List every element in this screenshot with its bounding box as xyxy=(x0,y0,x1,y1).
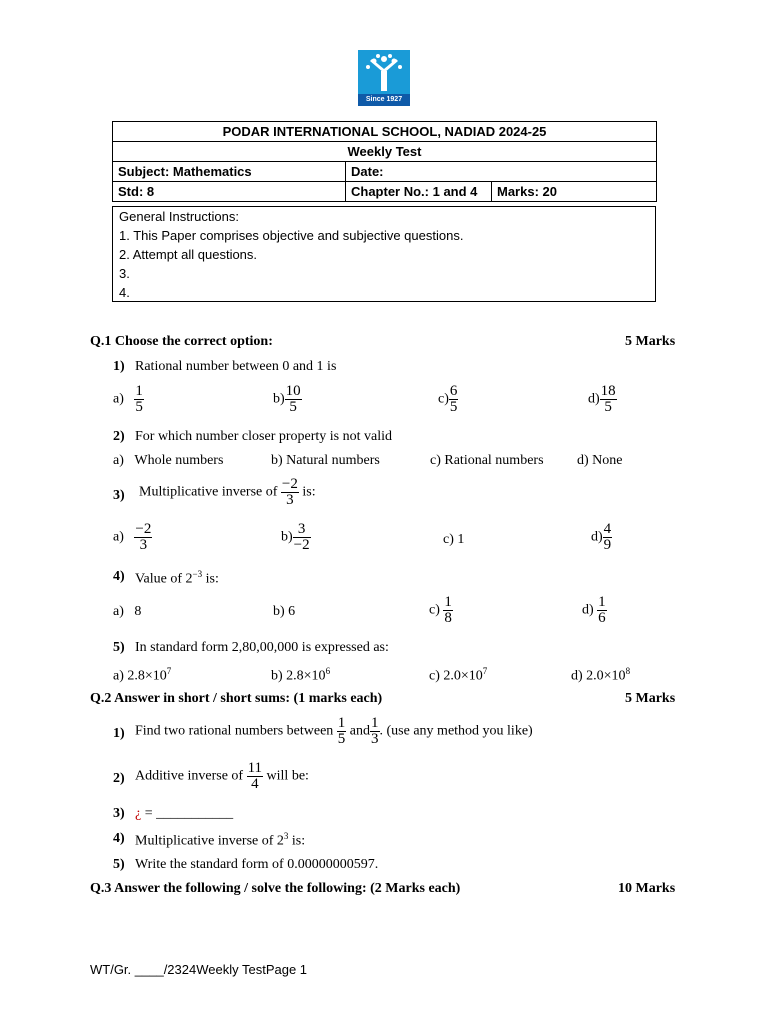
option-a: a) Whole numbers xyxy=(113,453,224,468)
date-cell: Date: xyxy=(346,162,657,182)
question-text: For which number closer property is not valid xyxy=(135,429,393,444)
question-text: Find two rational numbers between $\frac{1}{5}$ and $\frac{1}{3}$ . (use any method you like) xyxy=(135,715,533,747)
question-number: 3) xyxy=(113,806,125,821)
q1-title: Q.1 Choose the correct option: xyxy=(90,334,273,349)
question-text: ¿ = ___________ xyxy=(135,806,234,821)
question-text: Write the standard form of 0.00000000597. xyxy=(135,857,379,872)
question-number: 5) xyxy=(113,640,125,655)
option-b: b) $\frac{10}{5}$ xyxy=(273,383,301,415)
question-number: 1) xyxy=(113,726,125,741)
option-d: d) $\frac{1}{6}$ xyxy=(582,594,606,626)
option-a: a) $2.8\times 10^7$ xyxy=(113,666,172,684)
question-text: Value of $2^{-3}$ is: xyxy=(135,569,219,587)
test-name: Weekly Test xyxy=(113,142,657,162)
option-d: d) $\frac{4}{9}$ xyxy=(591,521,612,553)
q3-marks: 10 Marks xyxy=(618,881,676,896)
question-number: 2) xyxy=(113,429,125,444)
question-number: 3) xyxy=(113,488,125,503)
option-c: c) $2.0\times 10^7$ xyxy=(429,666,488,684)
q2-marks: 5 Marks xyxy=(625,691,676,706)
option-c: c) $\frac{6}{5}$ xyxy=(438,383,458,415)
q2-title: Q.2 Answer in short / short sums: (1 marks each) xyxy=(90,691,383,706)
question-text: Multiplicative inverse of $2^3$ is: xyxy=(135,831,306,849)
option-b: b) Natural numbers xyxy=(271,453,380,468)
question-number: 1) xyxy=(113,359,125,374)
question-number: 4) xyxy=(113,569,125,584)
option-c: c) 1 xyxy=(443,532,465,547)
option-d: d) None xyxy=(577,453,623,468)
logo-caption: Since 1927 xyxy=(358,94,410,106)
chapter-cell: Chapter No.: 1 and 4 xyxy=(346,182,492,202)
option-a: a) $\frac{-2}{3}$ xyxy=(113,521,152,553)
page-footer: WT/Gr. ____/2324Weekly TestPage 1 xyxy=(90,962,308,977)
option-c: c) Rational numbers xyxy=(430,453,544,468)
q1-marks: 5 Marks xyxy=(625,334,676,349)
option-b: b) 6 xyxy=(273,604,296,619)
question-text: Rational number between 0 and 1 is xyxy=(135,359,337,374)
q3-title: Q.3 Answer the following / solve the following: (2 Marks each) xyxy=(90,881,461,896)
option-b: b) $2.8\times 10^6$ xyxy=(271,666,331,684)
question-number: 2) xyxy=(113,771,125,786)
general-instructions xyxy=(112,206,656,302)
school-logo xyxy=(358,50,410,106)
option-d: d) $2.0\times 10^8$ xyxy=(571,666,631,684)
question-number: 4) xyxy=(113,831,125,846)
subject-cell: Subject: Mathematics xyxy=(113,162,346,182)
instructions-title: General Instructions: xyxy=(119,209,239,224)
option-a: a) $\frac{1}{5}$ xyxy=(113,383,143,415)
option-b: b) $\frac{3}{-2}$ xyxy=(281,521,310,553)
option-a: a) 8 xyxy=(113,604,142,619)
instruction-item: 2. Attempt all questions. xyxy=(119,247,258,262)
marks-cell: Marks: 20 xyxy=(492,182,657,202)
instruction-item: 4. xyxy=(119,285,130,300)
tree-icon xyxy=(362,53,406,93)
std-cell: Std: 8 xyxy=(113,182,346,202)
header-table xyxy=(112,121,657,202)
instruction-item: 3. xyxy=(119,266,130,281)
question-text: In standard form 2,80,00,000 is expressed as: xyxy=(135,640,389,655)
question-text: Additive inverse of $\frac{11}{4}$ will be: xyxy=(135,760,309,792)
question-text: Multiplicative inverse of $\frac{-2}{3}$ is: xyxy=(139,476,316,508)
question-number: 5) xyxy=(113,857,125,872)
option-d: d) $\frac{18}{5}$ xyxy=(588,383,616,415)
instruction-item: 1. This Paper comprises objective and subjective questions. xyxy=(119,228,464,243)
school-name: PODAR INTERNATIONAL SCHOOL, NADIAD 2024-25 xyxy=(113,122,657,142)
option-c: c) $\frac{1}{8}$ xyxy=(429,594,452,626)
